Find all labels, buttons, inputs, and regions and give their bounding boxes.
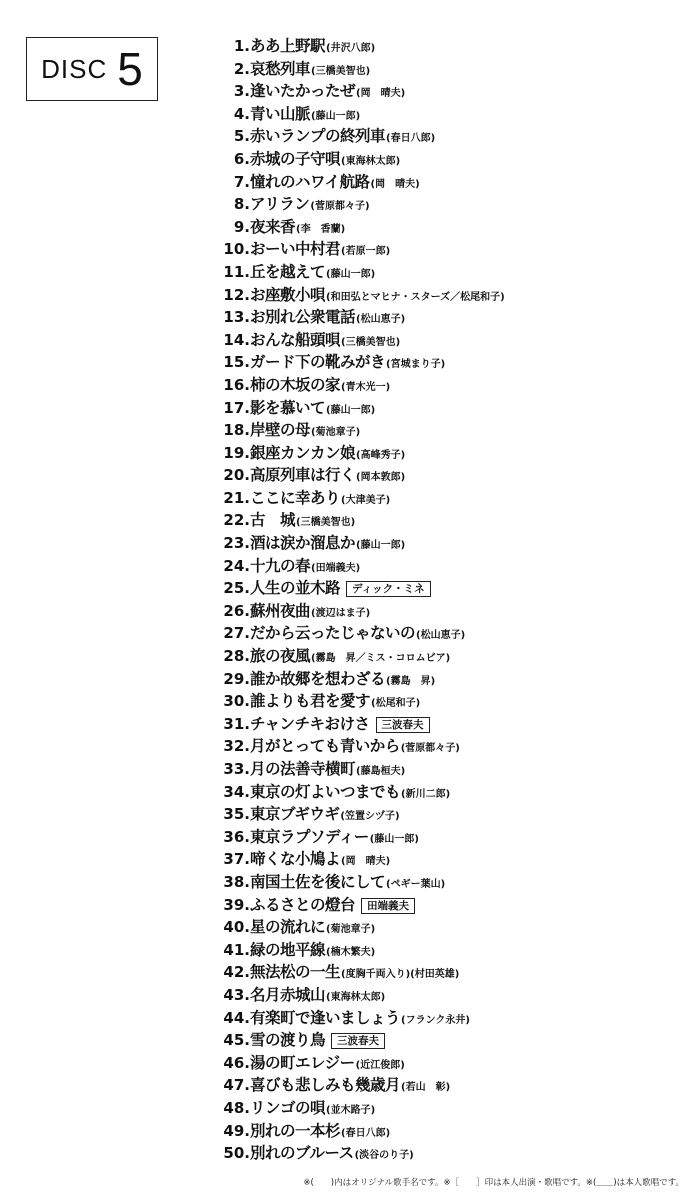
track-number: 13. [223,308,250,327]
track-number: 5. [233,127,250,146]
track-number: 14. [223,330,250,349]
track-title: アリラン [250,195,310,214]
track-artist: (松尾和子) [371,698,421,710]
track-artist: (藤山一郎) [311,110,361,122]
track-number: 30. [223,692,250,711]
track-artist: (三橋美智也) [341,336,401,348]
track-title: 高原列車は行く [250,466,356,485]
track-row [212,734,505,757]
track-number: 50. [223,1144,250,1163]
footnote: ※( )内はオリジナル歌手名です。※［ ］印は本人出演・歌唱です。※(＿＿)は本人歌唱です。 [303,1178,684,1188]
track-artist: (松山恵子) [356,314,406,326]
track-number: 41. [223,940,250,959]
track-row [212,170,505,193]
track-artist: (李 香蘭) [296,223,346,235]
track-artist: (岡本敦郎) [356,472,406,484]
track-artist: (渡辺はま子) [311,607,371,619]
track-number: 19. [223,443,250,462]
track-artist: (三橋美智也) [296,517,356,529]
track-artist: (ペギー葉山) [386,878,446,890]
track-row [212,576,505,599]
track-title: 十九の春 [250,556,311,575]
track-row [212,237,505,260]
track-title: 青い山脈 [250,104,311,123]
track-title: お座敷小唄 [250,285,326,304]
disc-label-box [26,37,158,101]
track-artist-boxed: ディック・ミネ [346,581,431,597]
track-number: 8. [233,195,250,214]
track-number: 20. [223,466,250,485]
track-title: 別れの一本杉 [250,1121,341,1140]
track-row [212,893,505,916]
track-list [212,34,505,1164]
track-row [212,757,505,780]
track-row [212,283,505,306]
track-title: 古 城 [250,511,296,530]
disc-number: 5 [117,43,143,95]
disc-label: DISC [41,53,108,84]
track-number: 16. [223,375,250,394]
track-artist: (藤山一郎) [326,268,376,280]
track-title: 銀座カンカン娘 [250,443,356,462]
track-row [212,938,505,961]
track-title: 緑の地平線 [250,940,326,959]
track-number: 2. [233,59,250,78]
track-artist: (春日八郎) [341,1127,391,1139]
track-artist: (楠木繁夫) [326,946,376,958]
track-row [212,689,505,712]
track-number: 40. [223,918,250,937]
track-number: 42. [223,963,250,982]
track-row [212,508,505,531]
track-row [212,124,505,147]
track-row [212,667,505,690]
track-row [212,1119,505,1142]
track-artist: (並木路子) [326,1104,376,1116]
track-row [212,305,505,328]
track-title: 赤いランプの終列車 [250,127,386,146]
track-artist: (井沢八郎) [326,43,376,54]
track-row [212,712,505,735]
track-title: おんな船頭唄 [250,330,341,349]
track-number: 23. [223,534,250,553]
track-artist: (田端義夫) [311,562,361,574]
track-row [212,983,505,1006]
track-artist: (新川二郎) [401,788,451,800]
track-row [212,1073,505,1096]
track-title: 人生の並木路 [250,579,341,598]
track-row [212,870,505,893]
track-title: 東京ラプソディー [250,827,369,846]
track-artist: (三橋美智也) [311,65,371,77]
track-row [212,418,505,441]
track-row [212,373,505,396]
track-row [212,531,505,554]
track-artist: (和田弘とマヒナ・スターズ／松尾和子) [326,291,505,303]
track-number: 12. [223,285,250,304]
track-artist: (菅原都々子) [400,743,460,755]
track-number: 18. [223,421,250,440]
track-number: 49. [223,1121,250,1140]
track-title: 丘を越えて [250,262,326,281]
track-artist: (岡 晴夫) [370,178,420,190]
track-title: 雪の渡り鳥 [250,1031,326,1050]
track-artist: (藤山一郎) [356,540,406,552]
track-title: ここに幸あり [250,488,341,507]
track-title: 逢いたかったぜ [250,82,356,101]
track-number: 44. [223,1008,250,1027]
track-row [212,350,505,373]
track-number: 28. [223,647,250,666]
track-row [212,486,505,509]
track-artist: (近江俊郎) [355,1059,405,1071]
track-number: 33. [223,760,250,778]
track-number: 38. [223,872,250,891]
track-artist: (大津美子) [341,494,391,506]
track-row [212,328,505,351]
track-row [212,644,505,667]
track-number: 35. [223,805,250,824]
track-title: 酒は涙か溜息か [250,534,356,553]
track-row [212,1096,505,1119]
track-row [212,57,505,80]
track-number: 34. [223,782,250,801]
track-row [212,554,505,577]
track-row [212,960,505,983]
track-number: 3. [233,82,250,101]
track-title: ガード下の靴みがき [250,353,386,372]
track-artist: (東海林太郎) [341,155,401,167]
track-number: 46. [223,1053,250,1072]
track-row [212,1028,505,1051]
track-row [212,915,505,938]
track-title: 名月赤城山 [250,985,326,1004]
track-number: 29. [223,669,250,688]
track-number: 39. [223,895,250,914]
track-artist: (藤山一郎) [369,833,419,845]
track-artist: (菊池章子) [311,427,361,439]
track-artist: (菅原都々子) [310,201,370,213]
track-title: 誰よりも君を愛す [250,692,371,711]
track-title: おーい中村君 [250,240,341,259]
track-title: 月がとっても青いから [250,737,400,756]
track-number: 21. [223,488,250,507]
track-row [212,34,505,57]
track-artist: (松山恵子) [416,630,466,642]
track-number: 9. [233,217,250,236]
track-artist: (フランク永井) [401,1014,470,1026]
track-row [212,825,505,848]
track-title: 別れのブルース [250,1144,354,1163]
track-row [212,621,505,644]
track-row [212,215,505,238]
track-title: 喜びも悲しみも幾歳月 [250,1076,401,1095]
track-artist-boxed: 田端義夫 [361,898,415,914]
track-row [212,802,505,825]
track-row [212,396,505,419]
track-title: 旅の夜風 [250,647,311,666]
track-title: 有楽町で逢いましょう [250,1008,401,1027]
track-number: 6. [233,149,250,168]
track-title: 月の法善寺横町 [250,760,356,778]
track-title: 柿の木坂の家 [250,375,341,394]
track-number: 10. [223,240,250,259]
track-row [212,847,505,870]
track-title: ふるさとの燈台 [250,895,356,914]
track-title: 東京ブギウギ [250,805,340,824]
track-title: 憧れのハワイ航路 [250,172,370,191]
track-number: 11. [223,262,250,281]
track-row [212,441,505,464]
track-artist: (青木光一) [341,381,391,393]
track-title: 岸壁の母 [250,421,311,440]
track-artist-boxed: 三波春夫 [331,1033,385,1049]
track-row [212,1051,505,1074]
track-artist: (霧島 昇) [386,675,436,687]
track-number: 17. [223,398,250,417]
track-number: 15. [223,353,250,372]
track-number: 37. [223,850,250,869]
track-artist: (笠置シヅ子) [340,811,400,823]
track-title: リンゴの唄 [250,1098,326,1117]
track-artist: (東海林太郎) [326,991,386,1003]
track-number: 36. [223,827,250,846]
track-row [212,102,505,125]
track-row [212,79,505,102]
track-row [212,1006,505,1029]
track-artist: (岡 晴夫) [356,88,406,100]
track-row [212,260,505,283]
track-number: 26. [223,601,250,620]
track-title: 東京の灯よいつまでも [250,782,401,801]
track-artist: (淡谷のり子) [354,1150,414,1162]
track-title: 無法松の一生 [250,963,341,982]
track-number: 27. [223,624,250,643]
track-row [212,192,505,215]
track-title: 赤城の子守唄 [250,149,341,168]
track-row [212,463,505,486]
track-artist: (菊池章子) [326,924,376,936]
track-number: 48. [223,1098,250,1117]
track-number: 32. [223,737,250,756]
track-title: 南国土佐を後にして [250,872,386,891]
track-number: 1. [233,37,250,55]
track-artist: (春日八郎) [386,133,436,145]
track-artist: (岡 晴夫) [341,856,391,868]
track-title: 夜来香 [250,217,296,236]
track-row [212,599,505,622]
track-number: 25. [223,579,250,598]
track-artist: (若山 彰) [401,1082,451,1094]
track-artist: (藤島桓夫) [356,766,406,777]
track-row [212,1141,505,1164]
track-title: 誰か故郷を想わざる [250,669,386,688]
track-title: ああ上野駅 [250,37,326,55]
track-number: 31. [223,714,250,733]
track-number: 24. [223,556,250,575]
track-row [212,147,505,170]
track-title: 影を慕いて [250,398,326,417]
track-title: 星の流れに [250,918,326,937]
track-artist: (宮城まり子) [386,359,446,371]
track-artist: (藤山一郎) [326,404,376,416]
track-number: 22. [223,511,250,530]
track-title: 啼くな小鳩よ [250,850,341,869]
track-artist: (若原一郎) [341,246,391,258]
track-title: 哀愁列車 [250,59,311,78]
track-artist-boxed: 三波春夫 [376,717,430,733]
track-row [212,780,505,803]
track-artist: (度胸千両入り)(村田英雄) [341,969,460,981]
track-title: チャンチキおけさ [250,714,370,733]
track-title: 蘇州夜曲 [250,601,311,620]
track-artist: (霧島 昇／ミス・コロムビア) [311,653,451,665]
track-number: 45. [223,1031,250,1050]
track-title: 湯の町エレジー [250,1053,355,1072]
track-number: 43. [223,985,250,1004]
track-number: 7. [233,172,250,191]
track-number: 47. [223,1076,250,1095]
track-number: 4. [233,104,250,123]
track-artist: (高峰秀子) [356,449,406,461]
track-title: お別れ公衆電話 [250,308,356,327]
track-title: だから云ったじゃないの [250,624,416,643]
